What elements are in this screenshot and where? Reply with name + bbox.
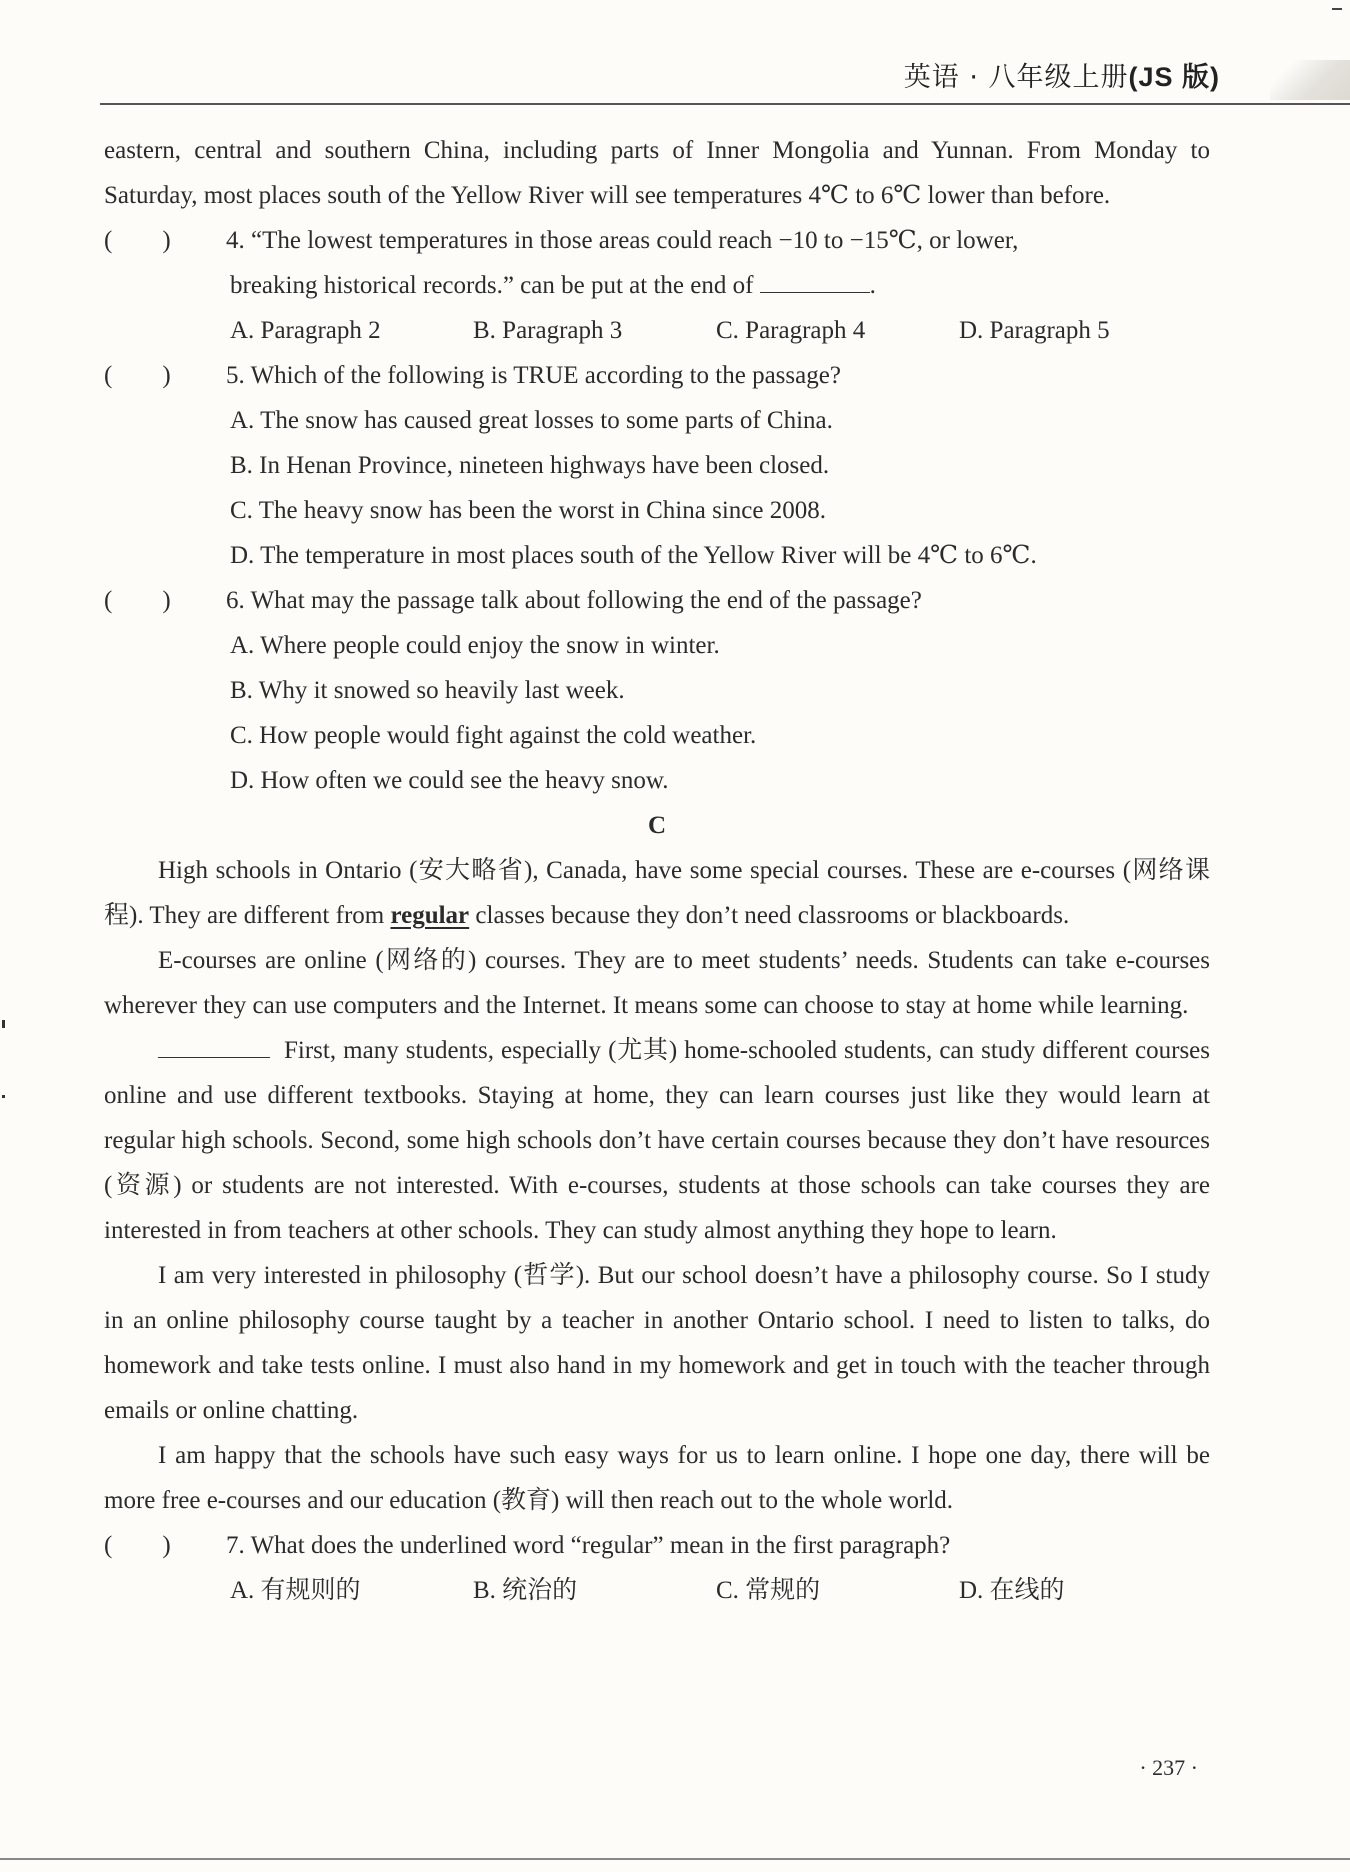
page-body xyxy=(104,128,1210,1613)
underlined-word: regular xyxy=(390,902,470,929)
options-row xyxy=(104,308,1210,353)
option-d[interactable]: D. How often we could see the heavy snow. xyxy=(230,767,669,794)
option-c[interactable]: C. 常规的 xyxy=(716,1577,821,1604)
header-rule xyxy=(100,103,1350,105)
passage-paragraph-1 xyxy=(104,848,1210,938)
book-title-edition: (JS 版) xyxy=(1128,62,1220,92)
intro-paragraph: eastern, central and southern China, including parts of Inner Mongolia and Yunnan. From Monday to Saturday, most places south of the Yellow River will see temperatures 4℃ to 6℃ lower than before. xyxy=(104,137,1210,209)
option-d[interactable]: D. Paragraph 5 xyxy=(959,317,1110,344)
option-a[interactable]: A. Where people could enjoy the snow in winter. xyxy=(230,632,720,659)
question-stem: What may the passage talk about following the end of the passage? xyxy=(250,587,922,614)
question-stem-cont xyxy=(104,263,1210,308)
passage-paragraph-5: I am happy that the schools have such easy ways for us to learn online. I hope one day, there will be more free e-courses and our education (教育) will then reach out to the whole world. xyxy=(104,1442,1210,1514)
options-row xyxy=(104,1568,1210,1613)
question-stem: Which of the following is TRUE according to the passage? xyxy=(250,362,841,389)
option-c[interactable]: C. How people would fight against the cold weather. xyxy=(230,722,757,749)
question-5 xyxy=(104,353,1210,398)
book-title xyxy=(904,55,1220,94)
question-number: 5. xyxy=(226,362,245,389)
passage-paragraph-4: I am very interested in philosophy (哲学). But our school doesn’t have a philosophy course. So I study in an online philosophy course taught by a teacher in another Ontario school. I need to listen to talks, do homework and take tests online. I must also hand in my homework and get in touch with the teacher through emails or online chatting. xyxy=(104,1262,1210,1424)
paragraph-text: classes because they don’t need classrooms or blackboards. xyxy=(475,902,1070,929)
stem-text: breaking historical records.” can be put at the end of xyxy=(230,272,754,299)
option-b[interactable]: B. Why it snowed so heavily last week. xyxy=(230,677,625,704)
option-b[interactable]: B. 统治的 xyxy=(473,1577,578,1604)
question-7 xyxy=(104,1523,1210,1568)
option-b[interactable]: B. In Henan Province, nineteen highways have been closed. xyxy=(230,452,830,479)
page-header xyxy=(0,0,1350,110)
option-b[interactable]: B. Paragraph 3 xyxy=(473,317,623,344)
passage-paragraph-3 xyxy=(104,1028,1210,1253)
option-c[interactable]: C. Paragraph 4 xyxy=(716,317,866,344)
option-c[interactable]: C. The heavy snow has been the worst in China since 2008. xyxy=(230,497,826,524)
option-d[interactable]: D. 在线的 xyxy=(959,1577,1065,1604)
option-d[interactable]: D. The temperature in most places south of the Yellow River will be 4℃ to 6℃. xyxy=(230,542,1037,569)
question-stem: “The lowest temperatures in those areas could reach −10 to −15℃, or lower, xyxy=(251,227,1019,254)
stem-period: . xyxy=(869,272,876,299)
question-number: 4. xyxy=(226,227,245,254)
question-4 xyxy=(104,218,1210,308)
passage-paragraph-2: E-courses are online (网络的) courses. They are to meet students’ needs. Students can take e-courses wherever they can use computers and the Internet. It means some can choose to stay at home while learning. xyxy=(104,947,1210,1019)
section-heading: C xyxy=(647,812,667,839)
question-stem: What does the underlined word “regular” mean in the first paragraph? xyxy=(250,1532,951,1559)
question-number: 6. xyxy=(226,587,245,614)
book-title-prefix: 英语 · 八年级上册 xyxy=(903,62,1129,93)
answer-bracket[interactable]: ( ) xyxy=(104,587,171,614)
option-a[interactable]: A. 有规则的 xyxy=(230,1577,361,1604)
margin-mark xyxy=(2,1095,5,1098)
paragraph-text: High schools in Ontario (安大略省), Canada, have some special courses. These are e-courses (网络课程). They are different from xyxy=(104,857,1210,929)
margin-mark xyxy=(2,1020,5,1028)
answer-bracket[interactable]: ( ) xyxy=(104,362,171,389)
answer-bracket[interactable]: ( ) xyxy=(104,1532,171,1559)
option-a[interactable]: A. Paragraph 2 xyxy=(230,317,381,344)
question-number: 7. xyxy=(226,1532,245,1559)
page-bottom-edge xyxy=(0,1858,1350,1860)
answer-bracket[interactable]: ( ) xyxy=(104,227,171,254)
paragraph-text: First, many students, especially (尤其) home-schooled students, can study different courses online and use different textbooks. Staying at home, they can learn courses just like they would learn at regular high schools. Second, some high schools don’t have certain courses because they don’t have resources (资源) or students are not interested. With e-courses, students at those schools can take courses they are interested in from teachers at other schools. They can study almost anything they hope to learn. xyxy=(104,1037,1210,1244)
page-number: · 237 · xyxy=(1139,1755,1198,1780)
answer-blank[interactable] xyxy=(760,268,870,293)
option-a[interactable]: A. The snow has caused great losses to some parts of China. xyxy=(230,407,833,434)
answer-blank[interactable] xyxy=(158,1033,270,1058)
question-6 xyxy=(104,578,1210,623)
